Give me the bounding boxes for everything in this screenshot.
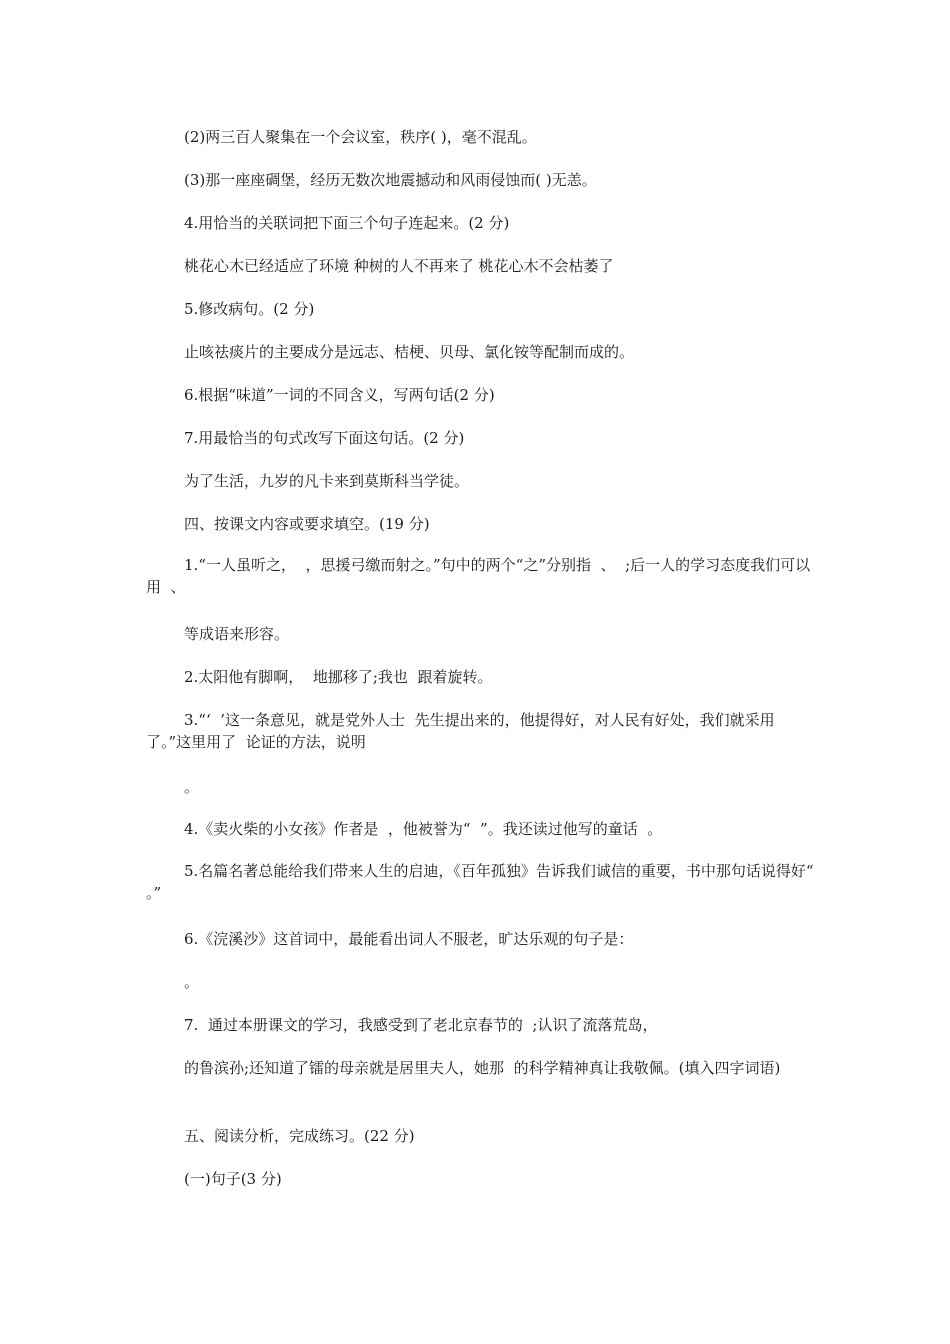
text-line: 4.《卖火柴的小女孩》作者是 ，他被誉为“ ”。我还读过他写的童话 。 — [184, 820, 663, 838]
text-line: 。 — [184, 973, 200, 991]
text-line: 5.修改病句。(2 分) — [184, 300, 315, 318]
text-line: (2)两三百人聚集在一个会议室，秩序( )，毫不混乱。 — [184, 128, 537, 146]
text-line: 止咳祛痰片的主要成分是远志、桔梗、贝母、氯化铵等配制而成的。 — [184, 343, 635, 361]
text-line: 6.根据“味道”一词的不同含义，写两句话(2 分) — [184, 386, 495, 404]
text-line: 3.“‘ ’这一条意见，就是党外人士 先生提出来的，他提得好，对人民有好处，我们就采用了。”这里用了 论证的方法，说明 — [146, 711, 775, 751]
text-line: 1.“一人虽听之， ，思援弓缴而射之。”句中的两个“之”分别指 、 ;后一人的学习态度我们可以用 、 — [146, 556, 811, 596]
text-line: 2.太阳他有脚啊， 地挪移了;我也 跟着旋转。 — [184, 668, 493, 686]
text-line: 桃花心木已经适应了环境 种树的人不再来了 桃花心木不会枯萎了 — [184, 257, 614, 275]
text-line: 7.用最恰当的句式改写下面这句话。(2 分) — [184, 429, 465, 447]
text-line: 5.名篇名著总能给我们带来人生的启迪，《百年孤独》告诉我们诚信的重要，书中那句话说得好“ 。” — [146, 862, 824, 902]
subsection-heading: (一)句子(3 分) — [184, 1170, 282, 1188]
text-line: 为了生活，九岁的凡卡来到莫斯科当学徒。 — [184, 472, 470, 490]
section-heading: 五、阅读分析，完成练习。(22 分) — [184, 1127, 415, 1145]
text-line: 4.用恰当的关联词把下面三个句子连起来。(2 分) — [184, 214, 510, 232]
text-line: 的鲁滨孙;还知道了镭的母亲就是居里夫人，她那 的科学精神真让我敬佩。(填入四字词语) — [184, 1059, 781, 1077]
text-line: 。 — [184, 778, 200, 796]
text-line: 7. 通过本册课文的学习，我感受到了老北京春节的 ;认识了流落荒岛， — [184, 1016, 658, 1034]
text-line: 等成语来形容。 — [184, 625, 290, 643]
text-line: (3)那一座座碉堡，经历无数次地震撼动和风雨侵蚀而( )无恙。 — [184, 171, 597, 189]
text-line: 6.《浣溪沙》这首词中，最能看出词人不服老，旷达乐观的句子是： — [184, 930, 634, 948]
section-heading: 四、按课文内容或要求填空。(19 分) — [184, 515, 430, 533]
